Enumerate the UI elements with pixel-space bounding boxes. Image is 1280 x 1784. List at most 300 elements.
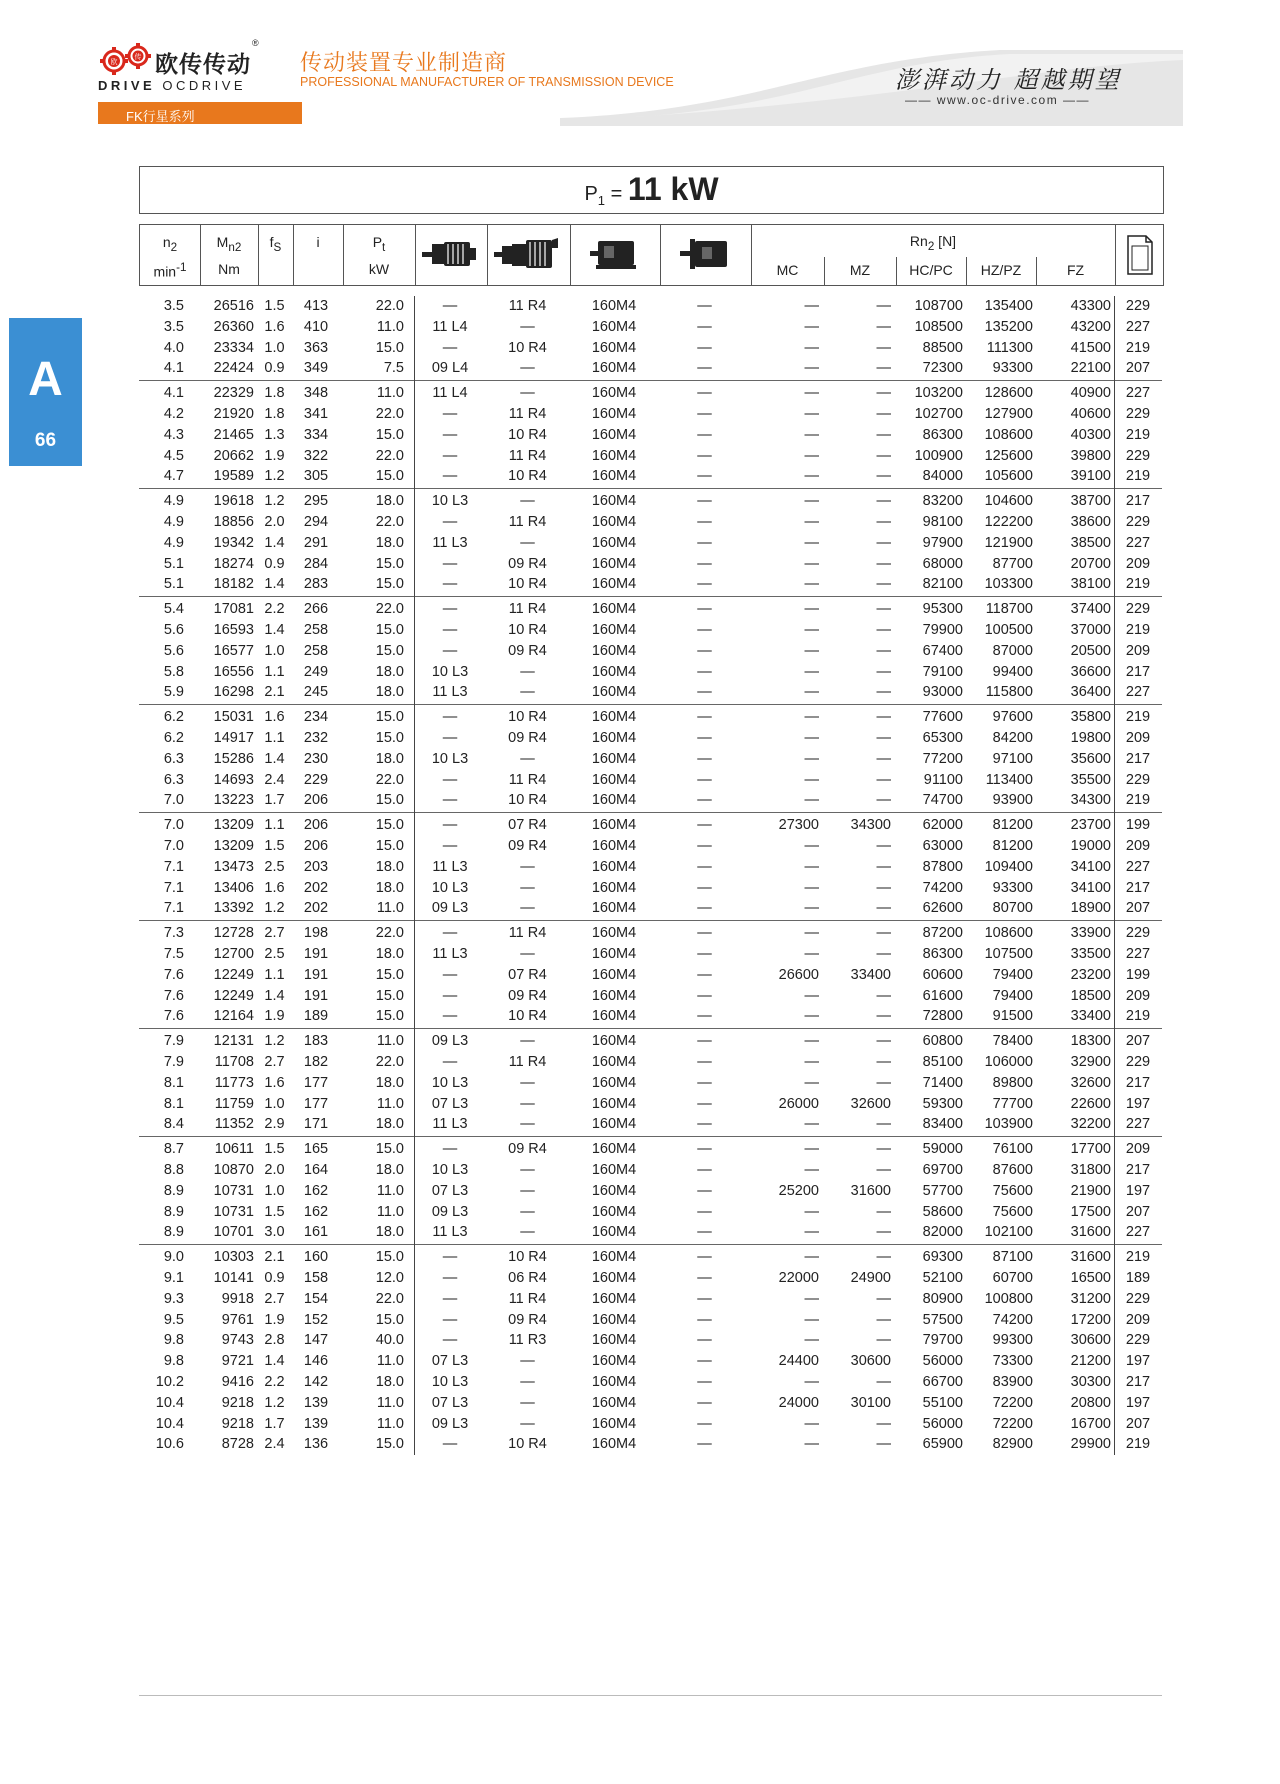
cell-pt: 15.0 (375, 817, 404, 834)
cell-page: 219 (1125, 622, 1151, 638)
cell-page: 207 (1125, 1415, 1151, 1432)
cell-fz: 33500 (1070, 946, 1111, 962)
cell-hzpz: 135400 (984, 298, 1033, 314)
cell-mz: — (876, 1224, 891, 1241)
cell-flange: — (697, 946, 712, 962)
cell-fs: 1.8 (264, 385, 285, 402)
cell-pt: 22.0 (375, 406, 404, 422)
cell-n2: 6.3 (163, 750, 184, 767)
cell-coaxial: — (442, 709, 458, 726)
cell-mn2: 10303 (213, 1249, 254, 1266)
cell-fz: 38500 (1070, 534, 1111, 551)
cell-hcpc: 56000 (922, 1353, 963, 1370)
cell-foot: 160M4 (591, 709, 637, 726)
cell-hcpc: 82000 (922, 1224, 963, 1241)
cell-foot: 160M4 (591, 1332, 637, 1349)
cell-mc: — (804, 925, 819, 942)
cell-mz: — (876, 426, 891, 443)
cell-fz: 35800 (1070, 709, 1111, 726)
cell-planetary: 11 R4 (508, 601, 547, 618)
cell-fs: 1.0 (264, 339, 285, 356)
cell-hcpc: 80900 (922, 1290, 963, 1307)
cell-fz: 39800 (1070, 447, 1111, 464)
cell-n2: 4.0 (163, 339, 184, 356)
cell-pt: 11.0 (376, 1394, 404, 1411)
cell-coaxial: — (442, 339, 458, 356)
cell-flange: — (697, 1182, 712, 1199)
cell-mz: — (876, 576, 891, 593)
cell-hzpz: 81200 (992, 817, 1033, 834)
cell-coaxial: 10 L3 (431, 750, 469, 767)
cell-fz: 40600 (1070, 406, 1111, 422)
cell-fs: 1.4 (264, 534, 285, 551)
cell-flange: — (697, 900, 712, 917)
cell-hzpz: 103900 (984, 1116, 1033, 1133)
cell-fz: 20800 (1070, 1394, 1111, 1411)
cell-flange: — (697, 709, 712, 726)
cell-planetary: — (520, 684, 535, 701)
website: —— www.oc-drive.com —— (905, 93, 1091, 107)
cell-mz: — (876, 858, 891, 875)
cell-flange: — (697, 1311, 712, 1328)
cell-fs: 2.0 (264, 1162, 285, 1178)
cell-coaxial: — (442, 987, 458, 1004)
cell-fs: 3.0 (264, 1224, 285, 1241)
cell-mn2: 9416 (221, 1374, 254, 1390)
cell-mz: — (876, 1008, 891, 1025)
cell-mc: — (804, 1311, 819, 1328)
cell-coaxial: 11 L4 (432, 385, 468, 402)
cell-foot: 160M4 (591, 622, 637, 638)
page-header (0, 0, 1280, 130)
cell-coaxial: 11 L3 (432, 1224, 468, 1241)
cell-pt: 22.0 (375, 514, 404, 530)
table-row (139, 1222, 1162, 1243)
cell-mz: — (876, 298, 891, 314)
cell-foot: 160M4 (591, 426, 637, 443)
cell-page: 229 (1125, 406, 1151, 422)
cell-coaxial: 10 L3 (431, 1374, 469, 1390)
cell-pt: 12.0 (375, 1270, 404, 1286)
cell-hzpz: 87100 (992, 1249, 1033, 1266)
cell-i: 305 (303, 468, 329, 485)
cell-hcpc: 97900 (922, 534, 963, 551)
col-fz: FZ (1066, 262, 1085, 278)
cell-page: 219 (1125, 1249, 1151, 1266)
cell-pt: 15.0 (375, 1008, 404, 1025)
cell-hzpz: 87700 (992, 555, 1033, 572)
cell-mc: — (804, 576, 819, 593)
cell-i: 229 (303, 771, 329, 788)
cell-coaxial: — (442, 838, 458, 854)
cell-mz: — (876, 360, 891, 377)
cell-hcpc: 100900 (914, 447, 963, 464)
cell-mz: — (876, 1162, 891, 1178)
cell-coaxial: — (442, 817, 458, 834)
cell-foot: 160M4 (591, 576, 637, 593)
cell-page: 189 (1125, 1270, 1151, 1286)
cell-page: 209 (1125, 1311, 1151, 1328)
cell-i: 266 (303, 601, 329, 618)
cell-i: 363 (303, 339, 329, 356)
cell-mz: — (876, 709, 891, 726)
cell-mc: — (804, 792, 819, 809)
cell-mn2: 13473 (213, 858, 254, 875)
cell-coaxial: — (442, 1008, 458, 1025)
cell-flange: — (697, 1074, 712, 1091)
cell-flange: — (697, 858, 712, 875)
table-row (139, 1160, 1162, 1181)
cell-page: 227 (1125, 1116, 1151, 1133)
cell-foot: 160M4 (591, 1182, 637, 1199)
group-separator (139, 1028, 1162, 1029)
cell-hzpz: 75600 (992, 1203, 1033, 1220)
cell-page: 197 (1125, 1353, 1151, 1370)
cell-hzpz: 122200 (984, 514, 1033, 530)
cell-foot: 160M4 (591, 447, 637, 464)
cell-coaxial: — (442, 1054, 458, 1070)
cell-mn2: 12131 (213, 1033, 254, 1050)
cell-hzpz: 108600 (984, 925, 1033, 942)
cell-mz: — (876, 1311, 891, 1328)
cell-page: 229 (1125, 447, 1151, 464)
cell-mc: — (804, 1436, 819, 1453)
cell-i: 154 (303, 1290, 329, 1307)
cell-mc: — (804, 1116, 819, 1133)
table-row (139, 1073, 1162, 1094)
table-row (139, 1139, 1162, 1160)
cell-flange: — (697, 426, 712, 443)
table-row (139, 383, 1162, 404)
cell-fz: 38700 (1070, 493, 1111, 510)
cell-mz: — (876, 406, 891, 422)
cell-pt: 40.0 (375, 1332, 404, 1349)
table-row (139, 425, 1162, 446)
cell-flange: — (697, 730, 712, 746)
cell-flange: — (697, 879, 712, 896)
cell-mz: — (876, 771, 891, 788)
cell-page: 217 (1125, 1162, 1151, 1178)
table-row (139, 1114, 1162, 1135)
cell-pt: 18.0 (375, 1224, 404, 1241)
cell-fs: 0.9 (264, 1270, 285, 1286)
col-n2-unit-sup: -1 (176, 261, 187, 274)
table-row (139, 662, 1162, 683)
cell-flange: — (697, 838, 712, 854)
cell-i: 322 (303, 447, 329, 464)
cell-mz: — (876, 900, 891, 917)
table-row (139, 1006, 1162, 1027)
header-divider (1115, 225, 1116, 285)
cell-pt: 22.0 (375, 1054, 404, 1070)
cell-coaxial: — (442, 406, 458, 422)
cell-pt: 7.5 (383, 360, 404, 377)
cell-i: 164 (303, 1162, 329, 1178)
cell-flange: — (697, 339, 712, 356)
cell-hcpc: 57500 (922, 1311, 963, 1328)
cell-foot: 160M4 (591, 1033, 637, 1050)
cell-fz: 35500 (1070, 771, 1111, 788)
cell-i: 283 (303, 576, 329, 593)
cell-coaxial: — (442, 298, 458, 314)
cell-mn2: 9721 (221, 1353, 254, 1370)
cell-mn2: 18856 (213, 514, 254, 530)
cell-i: 182 (303, 1054, 329, 1070)
cell-mn2: 14693 (213, 771, 254, 788)
cell-hzpz: 125600 (984, 447, 1033, 464)
cell-page: 229 (1125, 1290, 1151, 1307)
table-row (139, 1094, 1162, 1115)
cell-hzpz: 82900 (992, 1436, 1033, 1453)
cell-flange: — (697, 1270, 712, 1286)
cell-fs: 1.2 (264, 493, 285, 510)
cell-mz: 30600 (850, 1353, 891, 1370)
cell-hzpz: 99300 (992, 1332, 1033, 1349)
cell-page: 209 (1125, 730, 1151, 746)
cell-mn2: 22424 (213, 360, 254, 377)
cell-coaxial: — (442, 468, 458, 485)
cell-n2: 7.6 (163, 987, 184, 1004)
cell-pt: 18.0 (375, 858, 404, 875)
cell-i: 147 (303, 1332, 329, 1349)
cell-i: 202 (303, 879, 329, 896)
table-row (139, 749, 1162, 770)
cell-page: 209 (1125, 555, 1151, 572)
cell-mc: — (804, 642, 819, 659)
cell-n2: 6.2 (163, 709, 184, 726)
cell-mz: — (876, 1141, 891, 1158)
cell-fz: 34100 (1070, 879, 1111, 896)
cell-hcpc: 69300 (922, 1249, 963, 1266)
website-url: www.oc-drive.com (936, 93, 1059, 107)
cell-flange: — (697, 1116, 712, 1133)
cell-i: 165 (303, 1141, 329, 1158)
slogan-en: PROFESSIONAL MANUFACTURER OF TRANSMISSION DEVICE (300, 75, 674, 89)
cell-pt: 18.0 (375, 1374, 404, 1390)
cell-fs: 1.9 (264, 447, 285, 464)
cell-mn2: 12249 (213, 966, 254, 983)
cell-hzpz: 93900 (992, 792, 1033, 809)
cell-mc: — (804, 1033, 819, 1050)
cell-foot: 160M4 (591, 406, 637, 422)
cell-mc: — (804, 360, 819, 377)
cell-planetary: — (520, 493, 535, 510)
cell-fz: 23700 (1070, 817, 1111, 834)
cell-planetary: 10 R4 (508, 622, 547, 638)
table-row (139, 770, 1162, 791)
cell-i: 291 (303, 534, 329, 551)
cell-mz: — (876, 555, 891, 572)
cell-coaxial: 07 L3 (431, 1394, 469, 1411)
cell-hcpc: 62000 (922, 817, 963, 834)
cell-n2: 8.1 (163, 1074, 184, 1091)
cell-mz: — (876, 1074, 891, 1091)
cell-planetary: 11 R4 (508, 298, 547, 314)
cell-page: 227 (1125, 1224, 1151, 1241)
cell-fs: 1.5 (264, 838, 285, 854)
cell-n2: 7.9 (163, 1033, 184, 1050)
table-row (139, 965, 1162, 986)
cell-foot: 160M4 (591, 1141, 637, 1158)
table-row (139, 898, 1162, 919)
cell-fs: 1.1 (264, 966, 285, 983)
cell-foot: 160M4 (591, 946, 637, 962)
cell-mz: 33400 (850, 966, 891, 983)
cell-pt: 15.0 (375, 426, 404, 443)
cell-n2: 10.4 (155, 1415, 184, 1432)
cell-n2: 5.8 (163, 663, 184, 680)
table-header (139, 224, 1164, 286)
cell-fs: 1.6 (264, 318, 285, 335)
cell-hcpc: 61600 (922, 987, 963, 1004)
cell-n2: 8.9 (163, 1182, 184, 1199)
cell-hcpc: 63000 (922, 838, 963, 854)
cell-fs: 1.6 (264, 709, 285, 726)
cell-mc: 26600 (778, 966, 819, 983)
cell-fz: 31600 (1070, 1224, 1111, 1241)
cell-hcpc: 65300 (922, 730, 963, 746)
slogan-cn: 传动装置专业制造商 (300, 50, 508, 75)
cell-coaxial: — (442, 730, 458, 746)
group-separator (139, 596, 1162, 597)
cell-foot: 160M4 (591, 663, 637, 680)
cell-hcpc: 71400 (922, 1074, 963, 1091)
cell-page: 197 (1125, 1394, 1151, 1411)
cell-planetary: 09 R4 (508, 838, 547, 854)
cell-page: 209 (1125, 1141, 1151, 1158)
cell-mn2: 10870 (213, 1162, 254, 1178)
cell-foot: 160M4 (591, 684, 637, 701)
cell-page: 199 (1125, 966, 1151, 983)
cell-fs: 1.5 (264, 298, 285, 314)
table-row (139, 574, 1162, 595)
cell-flange: — (697, 555, 712, 572)
column-divider (414, 296, 415, 1455)
cell-mn2: 13392 (213, 900, 254, 917)
cell-pt: 18.0 (375, 534, 404, 551)
cell-n2: 7.6 (163, 1008, 184, 1025)
cell-pt: 22.0 (375, 601, 404, 618)
cell-flange: — (697, 1415, 712, 1432)
cell-i: 232 (303, 730, 329, 746)
cell-mc: — (804, 1332, 819, 1349)
cell-planetary: 11 R4 (508, 514, 547, 530)
cell-mc: — (804, 339, 819, 356)
power-value: 11 kW (627, 171, 719, 207)
cell-foot: 160M4 (591, 318, 637, 335)
cell-fz: 18500 (1070, 987, 1111, 1004)
cell-hzpz: 109400 (984, 858, 1033, 875)
cell-page: 199 (1125, 817, 1151, 834)
cell-n2: 4.3 (163, 426, 184, 443)
cell-coaxial: 07 L3 (431, 1095, 469, 1112)
cell-fs: 1.9 (264, 1008, 285, 1025)
cell-mc: — (804, 946, 819, 962)
col-mn2-sub: n2 (228, 240, 242, 254)
cell-fz: 20700 (1070, 555, 1111, 572)
col-fs (258, 234, 293, 254)
cell-flange: — (697, 468, 712, 485)
cell-coaxial: — (442, 1436, 458, 1453)
cell-pt: 22.0 (375, 925, 404, 942)
cell-fz: 35600 (1070, 750, 1111, 767)
table-row (139, 533, 1162, 554)
cell-foot: 160M4 (591, 1374, 637, 1390)
col-mn2-unit: Nm (218, 261, 240, 277)
cell-mc: — (804, 730, 819, 746)
cell-page: 229 (1125, 601, 1151, 618)
cell-hzpz: 99400 (992, 663, 1033, 680)
cell-hzpz: 107500 (984, 946, 1033, 962)
cell-mc: — (804, 406, 819, 422)
cell-flange: — (697, 750, 712, 767)
cell-hzpz: 77700 (992, 1095, 1033, 1112)
table-row (139, 599, 1162, 620)
cell-page: 227 (1125, 534, 1151, 551)
cell-coaxial: 11 L3 (432, 1116, 468, 1133)
cell-coaxial: — (442, 966, 458, 983)
cell-coaxial: — (442, 771, 458, 788)
cell-n2: 4.2 (163, 406, 184, 422)
cell-fs: 1.5 (264, 1141, 285, 1158)
cell-page: 209 (1125, 838, 1151, 854)
planetary-motor-icon (494, 236, 560, 272)
cell-coaxial: 11 L3 (432, 858, 468, 875)
cell-mc: — (804, 1141, 819, 1158)
cell-fs: 1.4 (264, 622, 285, 638)
table-row (139, 491, 1162, 512)
cell-i: 203 (303, 858, 329, 875)
cell-planetary: — (520, 663, 535, 680)
cell-hcpc: 85100 (922, 1054, 963, 1070)
cell-hzpz: 78400 (992, 1033, 1033, 1050)
cell-planetary: — (520, 750, 535, 767)
cell-mc: — (804, 493, 819, 510)
cell-pt: 11.0 (376, 1415, 404, 1432)
cell-coaxial: — (442, 925, 458, 942)
cell-hzpz: 72200 (992, 1415, 1033, 1432)
cell-fs: 1.2 (264, 1033, 285, 1050)
cell-hzpz: 93300 (992, 360, 1033, 377)
cell-mn2: 9218 (221, 1415, 254, 1432)
cell-foot: 160M4 (591, 879, 637, 896)
cell-n2: 6.3 (163, 771, 184, 788)
cell-pt: 15.0 (375, 1141, 404, 1158)
cell-hcpc: 86300 (922, 426, 963, 443)
cell-mc: — (804, 426, 819, 443)
cell-n2: 7.1 (163, 900, 184, 917)
cell-foot: 160M4 (591, 730, 637, 746)
cell-mn2: 10611 (214, 1141, 254, 1158)
cell-pt: 15.0 (375, 987, 404, 1004)
cell-planetary: — (520, 318, 535, 335)
cell-coaxial: — (442, 426, 458, 443)
cell-mc: — (804, 468, 819, 485)
cell-planetary: 11 R3 (508, 1332, 547, 1349)
cell-n2: 7.0 (163, 792, 184, 809)
cell-hcpc: 52100 (922, 1270, 963, 1286)
cell-coaxial: — (442, 642, 458, 659)
cell-pt: 15.0 (375, 576, 404, 593)
cell-planetary: 10 R4 (508, 339, 547, 356)
cell-n2: 9.1 (163, 1270, 184, 1286)
cell-mn2: 12700 (213, 946, 254, 962)
cell-fs: 1.4 (264, 576, 285, 593)
col-hzpz: HZ/PZ (980, 262, 1022, 278)
cell-foot: 160M4 (591, 468, 637, 485)
cell-planetary: 11 R4 (508, 447, 547, 464)
cell-i: 295 (303, 493, 329, 510)
